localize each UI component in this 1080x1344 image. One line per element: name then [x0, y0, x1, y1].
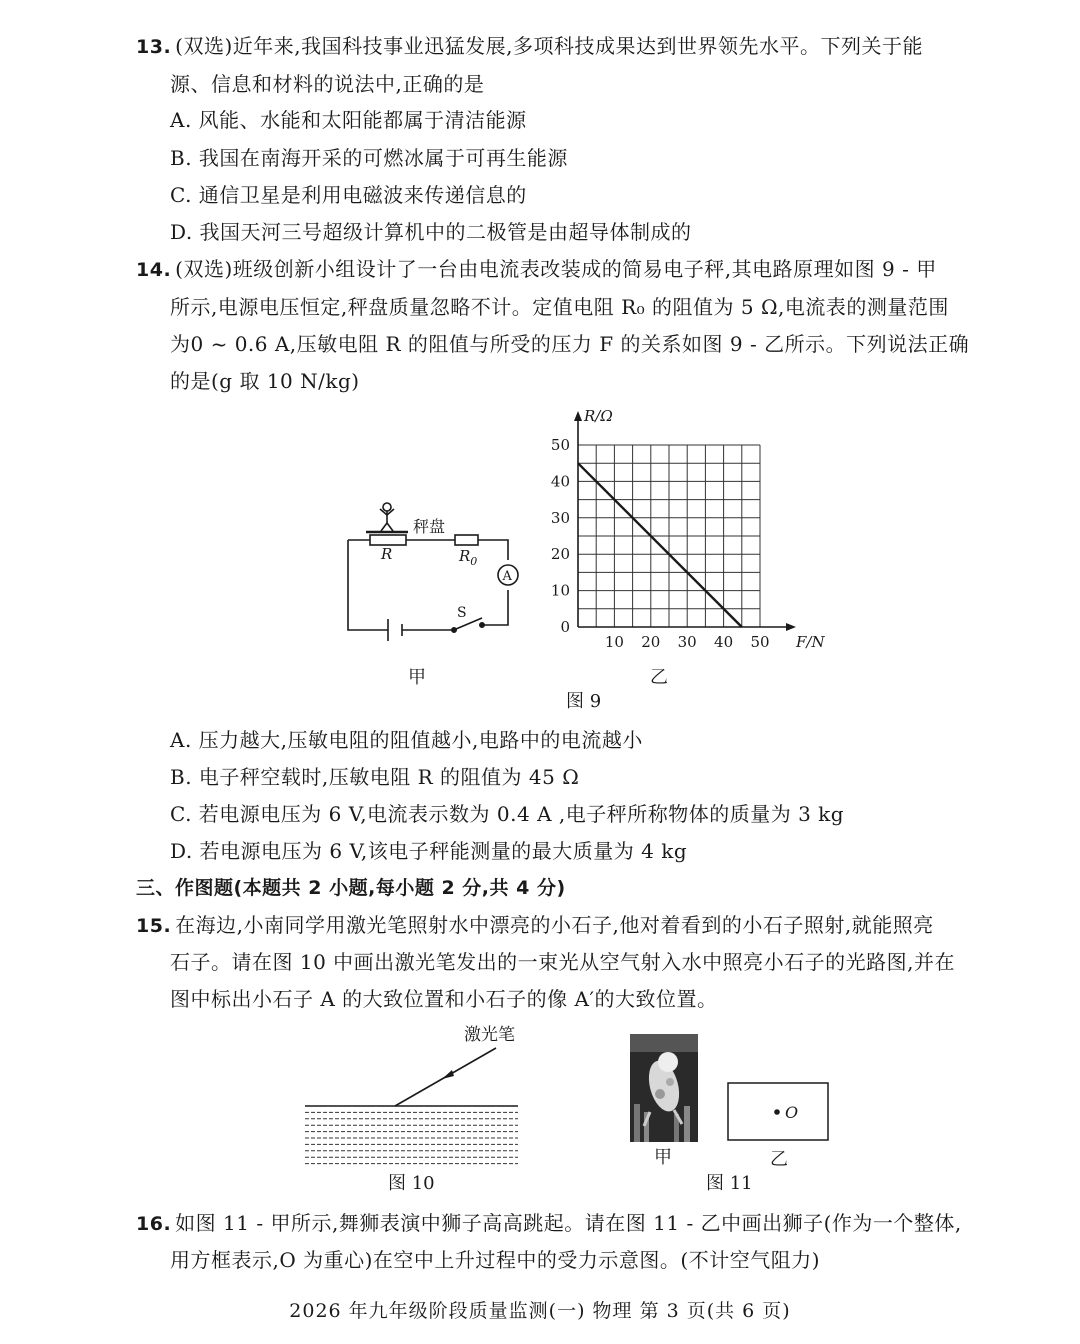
q13-option-b: B. 我国在南海开采的可燃冰属于可再生能源	[170, 146, 568, 170]
q14-number: 14.	[136, 259, 172, 281]
fig9-caption: 图 9	[566, 691, 602, 712]
q13-number: 13.	[136, 36, 172, 58]
q13-option-d: D. 我国天河三号超级计算机中的二极管是由超导体制成的	[170, 220, 692, 244]
fig10-water-diagram	[300, 1020, 530, 1170]
q14-option-c: C. 若电源电压为 6 V,电流表示数为 0.4 A ,电子秤所称物体的质量为 3 kg	[170, 802, 845, 826]
q14-line4: 的是(g 取 10 N/kg)	[170, 369, 360, 393]
fig11-box-caption: 乙	[770, 1149, 788, 1170]
q14-option-b: B. 电子秤空载时,压敏电阻 R 的阻值为 45 Ω	[170, 765, 580, 789]
y-tick-label: 10	[550, 581, 570, 600]
page-footer: 2026 年九年级阶段质量监测(一) 物理 第 3 页(共 6 页)	[289, 1300, 791, 1322]
q13-option-c: C. 通信卫星是利用电磁波来传递信息的	[170, 183, 527, 207]
q16-line1: 16. 如图 11 - 甲所示,舞狮表演中狮子高高跳起。请在图 11 - 乙中画出狮子(作为一个整体,	[136, 1211, 962, 1235]
r-f-graph	[540, 405, 840, 665]
switch-contact	[480, 623, 484, 627]
center-of-gravity-dot	[774, 1109, 780, 1115]
x-axis-label: F/N	[796, 633, 825, 651]
label-r0: $R_0$	[459, 547, 478, 568]
x-tick-label: 40	[714, 633, 734, 651]
q15-number: 15.	[136, 915, 172, 937]
beam-arrow	[442, 1070, 454, 1079]
label-switch: S	[457, 605, 467, 621]
label-o: O	[785, 1103, 799, 1122]
weight-figure-legs	[381, 523, 393, 531]
x-tick-label: 50	[750, 633, 770, 651]
q14-line2: 所示,电源电压恒定,秤盘质量忽略不计。定值电阻 R₀ 的阻值为 5 Ω,电流表的测量范围	[170, 295, 949, 319]
q13-line2: 源、信息和材料的说法中,正确的是	[170, 72, 485, 96]
q14-line3: 为0 ~ 0.6 A,压敏电阻 R 的阻值与所受的压力 F 的关系如图 9 - 乙所示。下列说法正确	[170, 332, 970, 356]
y-tick-label: 50	[550, 436, 570, 454]
q16-line2: 用方框表示,O 为重心)在空中上升过程中的受力示意图。(不计空气阻力)	[170, 1248, 821, 1272]
y-tick-label: 40	[550, 472, 570, 491]
y-axis-arrow	[574, 411, 582, 421]
fig9-circuit-caption: 甲	[408, 667, 426, 688]
q15-line1: 15. 在海边,小南同学用激光笔照射水中漂亮的小石子,他对着看到的小石子照射,就能照亮	[136, 913, 934, 937]
q14-line1: 14. (双选)班级创新小组设计了一台由电流表改装成的简易电子秤,其电路原理如图 9 - 甲	[136, 257, 937, 281]
q13-option-a: A. 风能、水能和太阳能都属于清洁能源	[170, 108, 527, 132]
q15-line2: 石子。请在图 10 中画出激光笔发出的一束光从空气射入水中照亮小石子的光路图,并在	[170, 950, 956, 974]
pressure-resistor-r	[370, 535, 406, 545]
q13-line1: 13. (双选)近年来,我国科技事业迅猛发展,多项科技成果达到世界领先水平。下列关于能	[136, 34, 923, 58]
fig11-photo-caption: 甲	[654, 1147, 672, 1168]
x-tick-label: 20	[641, 633, 661, 651]
circuit-wire	[480, 590, 508, 625]
fig10-caption: 图 10	[388, 1173, 435, 1194]
section-3-title: 三、作图题(本题共 2 小题,每小题 2 分,共 4 分)	[136, 877, 566, 899]
label-scale-pan: 秤盘	[413, 517, 446, 536]
lion-dance-photo	[630, 1034, 698, 1142]
y-axis-label: R/Ω	[584, 407, 613, 425]
series-line-r-f	[578, 463, 742, 627]
resistor-r0	[455, 535, 478, 545]
y-tick-label: 30	[550, 508, 570, 527]
label-ammeter: A	[502, 569, 512, 584]
switch-contact	[452, 628, 456, 632]
fig9-graph-caption: 乙	[650, 667, 668, 688]
x-axis-arrow	[786, 623, 796, 631]
y-tick-label: 20	[550, 545, 570, 564]
label-laser-pen: 激光笔	[464, 1025, 515, 1045]
lion-head	[658, 1052, 678, 1072]
circuit-wire	[478, 540, 508, 560]
x-tick-label: 30	[677, 633, 697, 651]
x-tick-label: 10	[604, 633, 624, 651]
fig11-box-diagram	[727, 1082, 831, 1142]
fig11-caption: 图 11	[706, 1173, 753, 1194]
y-tick-label: 0	[560, 618, 570, 636]
weight-figure-head	[383, 503, 391, 511]
q14-option-a: A. 压力越大,压敏电阻的阻值越小,电路中的电流越小	[170, 728, 643, 752]
circuit-diagram	[340, 495, 530, 695]
label-r: R	[381, 545, 393, 563]
q16-number: 16.	[136, 1213, 172, 1235]
q14-option-d: D. 若电源电压为 6 V,该电子秤能测量的最大质量为 4 kg	[170, 839, 688, 863]
q15-line3: 图中标出小石子 A 的大致位置和小石子的像 A′的大致位置。	[170, 987, 718, 1011]
